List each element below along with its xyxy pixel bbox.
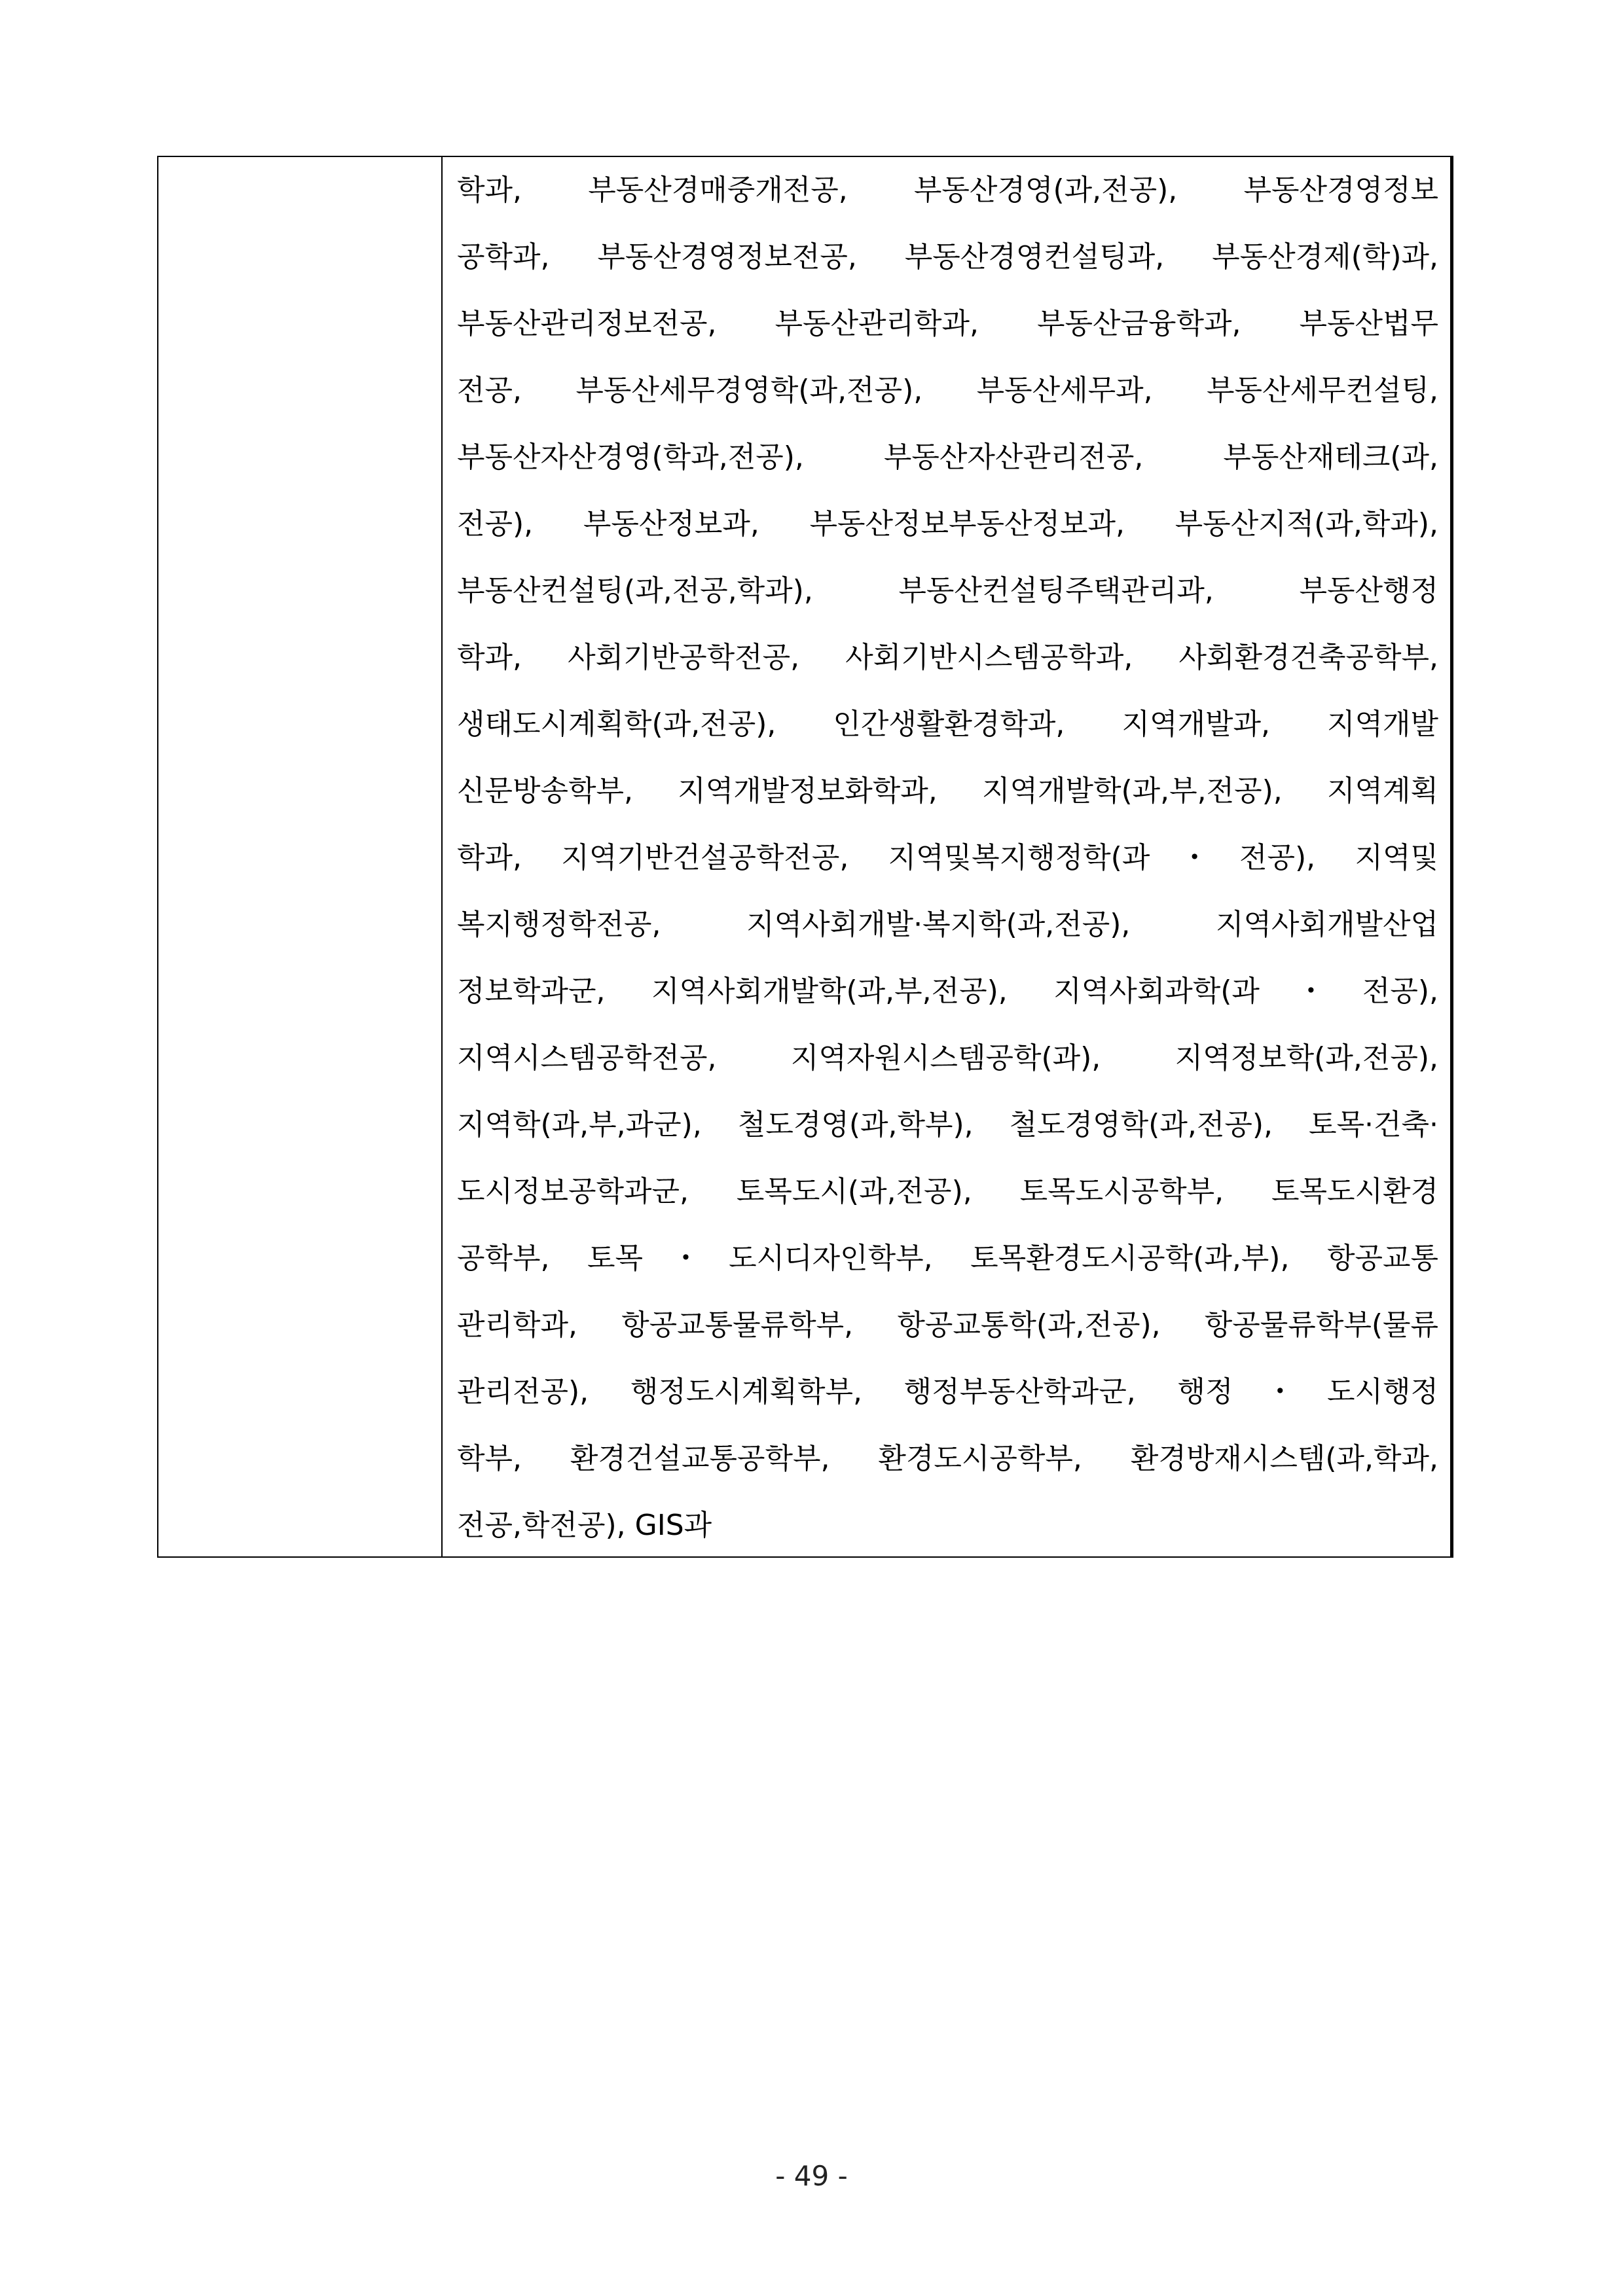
text-line: 전공, 부동산세무경영학(과,전공), 부동산세무과, 부동산세무컨설팅, (457, 374, 1438, 407)
text-line: 부동산자산경영(학과,전공), 부동산자산관리전공, 부동산재테크(과, (457, 440, 1438, 474)
text-line: 부동산관리정보전공, 부동산관리학과, 부동산금융학과, 부동산법무 (457, 307, 1438, 340)
text-line: 학부, 환경건설교통공학부, 환경도시공학부, 환경방재시스템(과,학과, (457, 1442, 1438, 1475)
text-line: 관리학과, 항공교통물류학부, 항공교통학(과,전공), 항공물류학부(물류 (457, 1308, 1438, 1342)
text-line: 지역시스템공학전공, 지역자원시스템공학(과), 지역정보학(과,전공), (457, 1041, 1438, 1075)
text-line: 지역학(과,부,과군), 철도경영(과,학부), 철도경영학(과,전공), 토목·건축· (457, 1108, 1438, 1141)
text-line: 부동산컨설팅(과,전공,학과), 부동산컨설팅주택관리과, 부동산행정 (457, 574, 1438, 607)
page-number: - 49 - (775, 2160, 848, 2192)
text-line: 공학부, 토목・도시디자인학부, 토목환경도시공학(과,부), 항공교통 (457, 1242, 1438, 1275)
text-line: 전공,학전공), GIS과 (457, 1509, 712, 1542)
text-line: 생태도시계획학(과,전공), 인간생활환경학과, 지역개발과, 지역개발 (457, 708, 1438, 741)
content-table (157, 156, 1453, 1558)
table-right-cell (443, 157, 1450, 1556)
text-line: 정보학과군, 지역사회개발학(과,부,전공), 지역사회과학(과・전공), (457, 975, 1438, 1008)
text-line: 도시정보공학과군, 토목도시(과,전공), 토목도시공학부, 토목도시환경 (457, 1175, 1438, 1208)
text-line: 전공), 부동산정보과, 부동산정보부동산정보과, 부동산지적(과,학과), (457, 507, 1438, 541)
text-line: 신문방송학부, 지역개발정보화학과, 지역개발학(과,부,전공), 지역계획 (457, 774, 1438, 808)
text-line: 학과, 지역기반건설공학전공, 지역및복지행정학(과・전공), 지역및 (457, 841, 1438, 874)
text-line: 복지행정학전공, 지역사회개발·복지학(과,전공), 지역사회개발산업 (457, 908, 1438, 941)
text-line: 관리전공), 행정도시계획학부, 행정부동산학과군, 행정・도시행정 (457, 1375, 1438, 1408)
text-line: 공학과, 부동산경영정보전공, 부동산경영컨설팅과, 부동산경제(학)과, (457, 240, 1438, 274)
text-line: 학과, 사회기반공학전공, 사회기반시스템공학과, 사회환경건축공학부, (457, 641, 1438, 674)
text-line: 학과, 부동산경매중개전공, 부동산경영(과,전공), 부동산경영정보 (457, 173, 1438, 207)
table-left-cell (158, 157, 443, 1556)
